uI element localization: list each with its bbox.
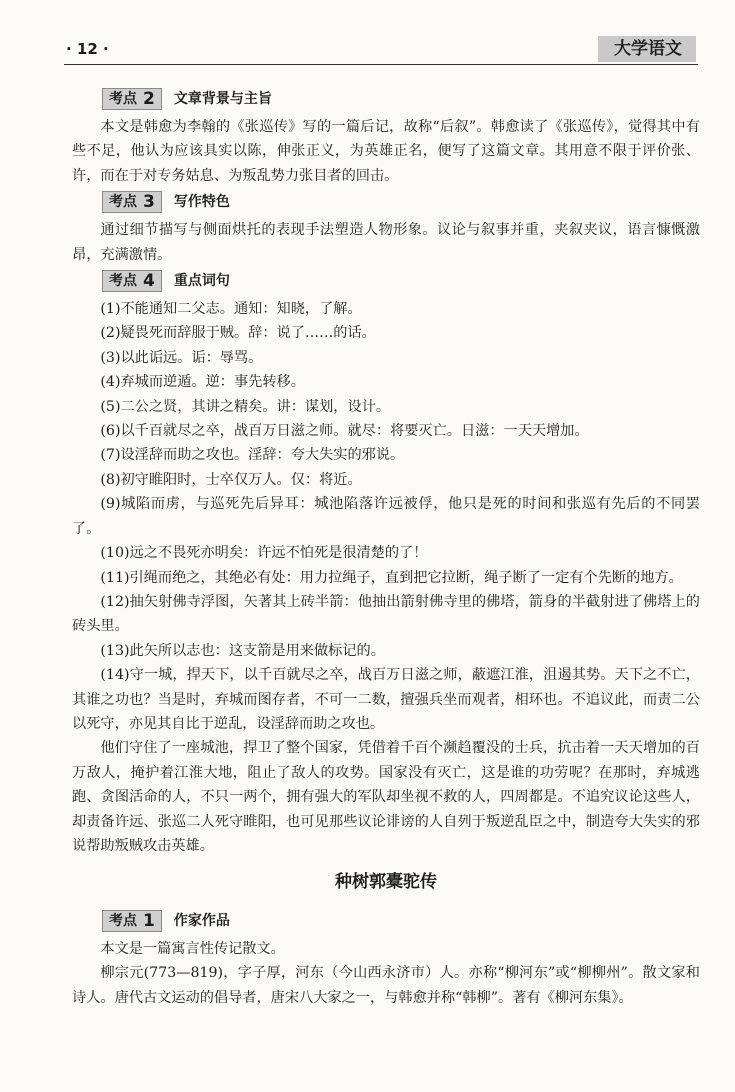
kaodian-badge [102,910,162,932]
page-content [72,85,700,1010]
list-item: (5)二公之贤，其讲之精矣。讲：谋划，设计。 [100,398,391,415]
kaodian-badge [102,191,162,213]
list-item: (2)疑畏死而辞服于贼。辞：说了……的话。 [100,325,376,342]
list-item: (13)此矢所以志也：这支箭是用来做标记的。 [100,642,385,659]
page-header [64,36,698,66]
section-heading [102,909,700,933]
list-item: (4)弃城而逆遁。逆：事先转移。 [100,374,305,391]
kaodian-label: 考点 [109,194,137,211]
kaodian-number: 2 [143,88,155,109]
list-item: (6)以千百就尽之卒，战百万日滋之师。就尽：将要灭亡。日滋：一天天增加。 [100,423,589,440]
list-item: (3)以此诟远。诟：辱骂。 [100,349,263,366]
section-heading [102,190,700,214]
kaodian-badge [102,270,162,292]
page-number: · 12 · [66,40,109,58]
section-heading [102,87,700,111]
paragraph: 通过细节描写与侧面烘托的表现手法塑造人物形象。议论与叙事并重，夹叙夹议，语言慷慨激昂，充满激情。 [72,222,700,263]
book-title-tab: 大学语文 [598,36,696,62]
translation-paragraph: 他们守住了一座城池，捍卫了整个国家，凭借着千百个濒趋覆没的士兵，抗击着一天天增加的百万敌人，掩护着江淮大地，阻止了敌人的攻势。国家没有灭亡，这是谁的功劳呢？在那时，弃城逃跑、贪图活命的人，不只一两个，拥有强大的军队却坐视不救的人，四周都是。不追究议论这些人，却责备许远、张巡二人死守睢阳，也可见那些议论诽谤的人自列于叛逆乱臣之中，制造夸大失实的邪说帮助叛贼攻击英雄。 [72,740,700,854]
kaodian-label: 考点 [109,912,137,929]
section-title: 写作特色 [173,194,230,211]
header-rule [64,64,698,65]
section-title: 作家作品 [173,912,230,929]
list-item: (1)不能通知二父志。通知：知晓，了解。 [100,301,362,318]
list-item: (10)远之不畏死亦明矣：许远不怕死是很清楚的了！ [100,545,428,562]
paragraph: 本文是韩愈为李翰的《张巡传》写的一篇后记，故称“后叙”。韩愈读了《张巡传》，觉得其中有些不足，他认为应该具实以陈，伸张正义，为英雄正名，便写了这篇文章。其用意不限于评价张、许，而在于对专务姑息、为叛乱势力张目者的回击。 [72,119,700,184]
list-item: (12)抽矢射佛寺浮图，矢著其上砖半箭：他抽出箭射佛寺里的佛塔，箭身的半截射进了佛塔上的砖头里。 [72,593,700,635]
list-item: (9)城陷而虏，与巡死先后异耳：城池陷落许远被俘，他只是死的时间和张巡有先后的不同罢了。 [72,496,700,537]
list-item: (14)守一城，捍天下，以千百就尽之卒，战百万日滋之师，蔽遮江淮，沮遏其势。天下之不亡，其谁之功也？当是时，弃城而图存者，不可一二数，擅强兵坐而观者，相环也。不追议此，而责二公以死守，亦见其自比于逆乱，设淫辞而助之攻也。 [72,667,700,732]
kaodian-number: 3 [143,192,155,213]
kaodian-number: 4 [143,270,155,291]
chapter-title: 种树郭橐驼传 [335,872,437,893]
section-title: 重点词句 [173,272,230,289]
paragraph: 本文是一篇寓言性传记散文。 [100,940,285,957]
kaodian-label: 考点 [109,90,137,107]
list-item: (7)设淫辞而助之攻也。淫辞：夸大失实的邪说。 [100,447,405,464]
section-title: 文章背景与主旨 [173,90,272,107]
kaodian-badge [102,88,162,110]
paragraph: 柳宗元(773—819)，字子厚，河东（今山西永济市）人。亦称“柳河东”或“柳柳州”。散文家和诗人。唐代古文运动的倡导者，唐宋八大家之一，与韩愈并称“韩柳”。著有《柳河东集》。 [72,965,700,1006]
list-item: (11)引绳而绝之，其绝必有处：用力拉绳子，直到把它拉断，绳子断了一定有个先断的地方。 [100,569,683,586]
list-item: (8)初守睢阳时，士卒仅万人。仅：将近。 [100,471,362,488]
section-heading [102,269,700,293]
kaodian-number: 1 [143,910,155,931]
kaodian-label: 考点 [109,272,137,289]
